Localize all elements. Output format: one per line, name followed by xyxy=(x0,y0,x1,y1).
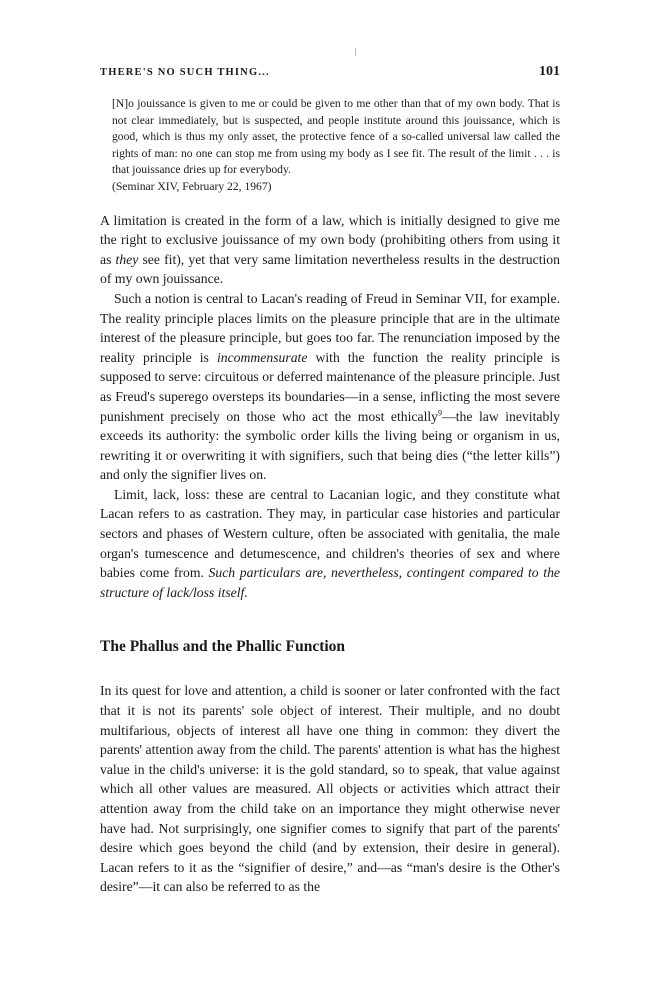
top-tick-mark xyxy=(355,48,356,56)
page-number: 101 xyxy=(539,64,560,79)
running-title: THERE'S NO SUCH THING... xyxy=(100,67,270,78)
paragraph-2: Such a notion is central to Lacan's reading of Freud in Seminar VII, for example. The reality principle places limits on the pleasure principle that are in the ultimate interest of the pleasure principle, but goes too far. The renunciation imposed by the reality principle is incommensurate with the function the reality principle is supposed to serve: circuitous or deferred maintenance of the pleasure principle. Just as Freud's superego oversteps its boundaries—in a sense, inflicting the most severe punishment precisely on those who act the most ethically$^9$—the law inevitably exceeds its authority: the symbolic order kills the living being or organism in us, rewriting it or overwriting it with signifiers, such that being dies (“the letter kills”) and only the signifier lives on. xyxy=(100,290,560,483)
paragraph-3: Limit, lack, loss: these are central to Lacanian logic, and they constitute what Lacan refers to as castration. They may, in particular case histories and particular sectors and phases of Western culture, often be associated with genitalia, the male organ's tumescence and detumescence, and children's theories of sex and where babies come from. Such particulars are, nevertheless, contingent compared to the structure of lack/loss itself. xyxy=(100,486,560,600)
paragraph-4: In its quest for love and attention, a child is sooner or later confronted with the fact that it is not its parents' sole object of interest. Their multiple, and no doubt multifarious, objects of interest all have one thing in common: they divert the parents' attention away from the child. The parents' attention is what has the highest value in the child's universe: it is the gold standard, so to speak, that value against which all other values are measured. All objects or activities which attract their attention away from the child take on an importance they might otherwise never have had. Not surprisingly, one signifier comes to signify that part of the parents' desire which goes beyond the child (and by extension, their desire in general). Lacan refers to it as the “signifier of desire,” and—as “man's desire is the Other's desire”—it can also be referred to as the xyxy=(100,683,560,895)
section-body xyxy=(100,681,560,897)
emphasis-they: they xyxy=(115,251,139,267)
emphasis-incommensurate: incommensurate xyxy=(216,349,308,365)
section-heading: The Phallus and the Phallic Function xyxy=(100,638,346,656)
running-head xyxy=(100,64,560,86)
footnote-ref: 9 xyxy=(438,407,443,417)
emphasis-contingent: Such particulars are, nevertheless, contingent compared to the structure of lack/loss itself. xyxy=(100,565,560,600)
paragraph-1: A limitation is created in the form of a law, which is initially designed to give me the right to exclusive jouissance of my own body (prohibiting others from using it as they see fit), yet that very same limitation nevertheless results in the destruction of my own jouissance. xyxy=(100,212,560,287)
quote-citation: (Seminar XIV, February 22, 1967) xyxy=(112,179,272,193)
book-page xyxy=(100,64,560,897)
body-text xyxy=(100,211,560,603)
quote-text: [N]o jouissance is given to me or could be given to me other than that of my own body. That is not clear immediately, but is suspected, and people institute around this jouissance, which is good, which is thus my only asset, the protective fence of a so-called universal law called the rights of man: no one can stop me from using my body as I see fit. The result of the limit . . . is that jouissance dries up for everybody. (Seminar XIV, February 22, 1967) xyxy=(112,97,560,193)
block-quote xyxy=(112,96,560,196)
